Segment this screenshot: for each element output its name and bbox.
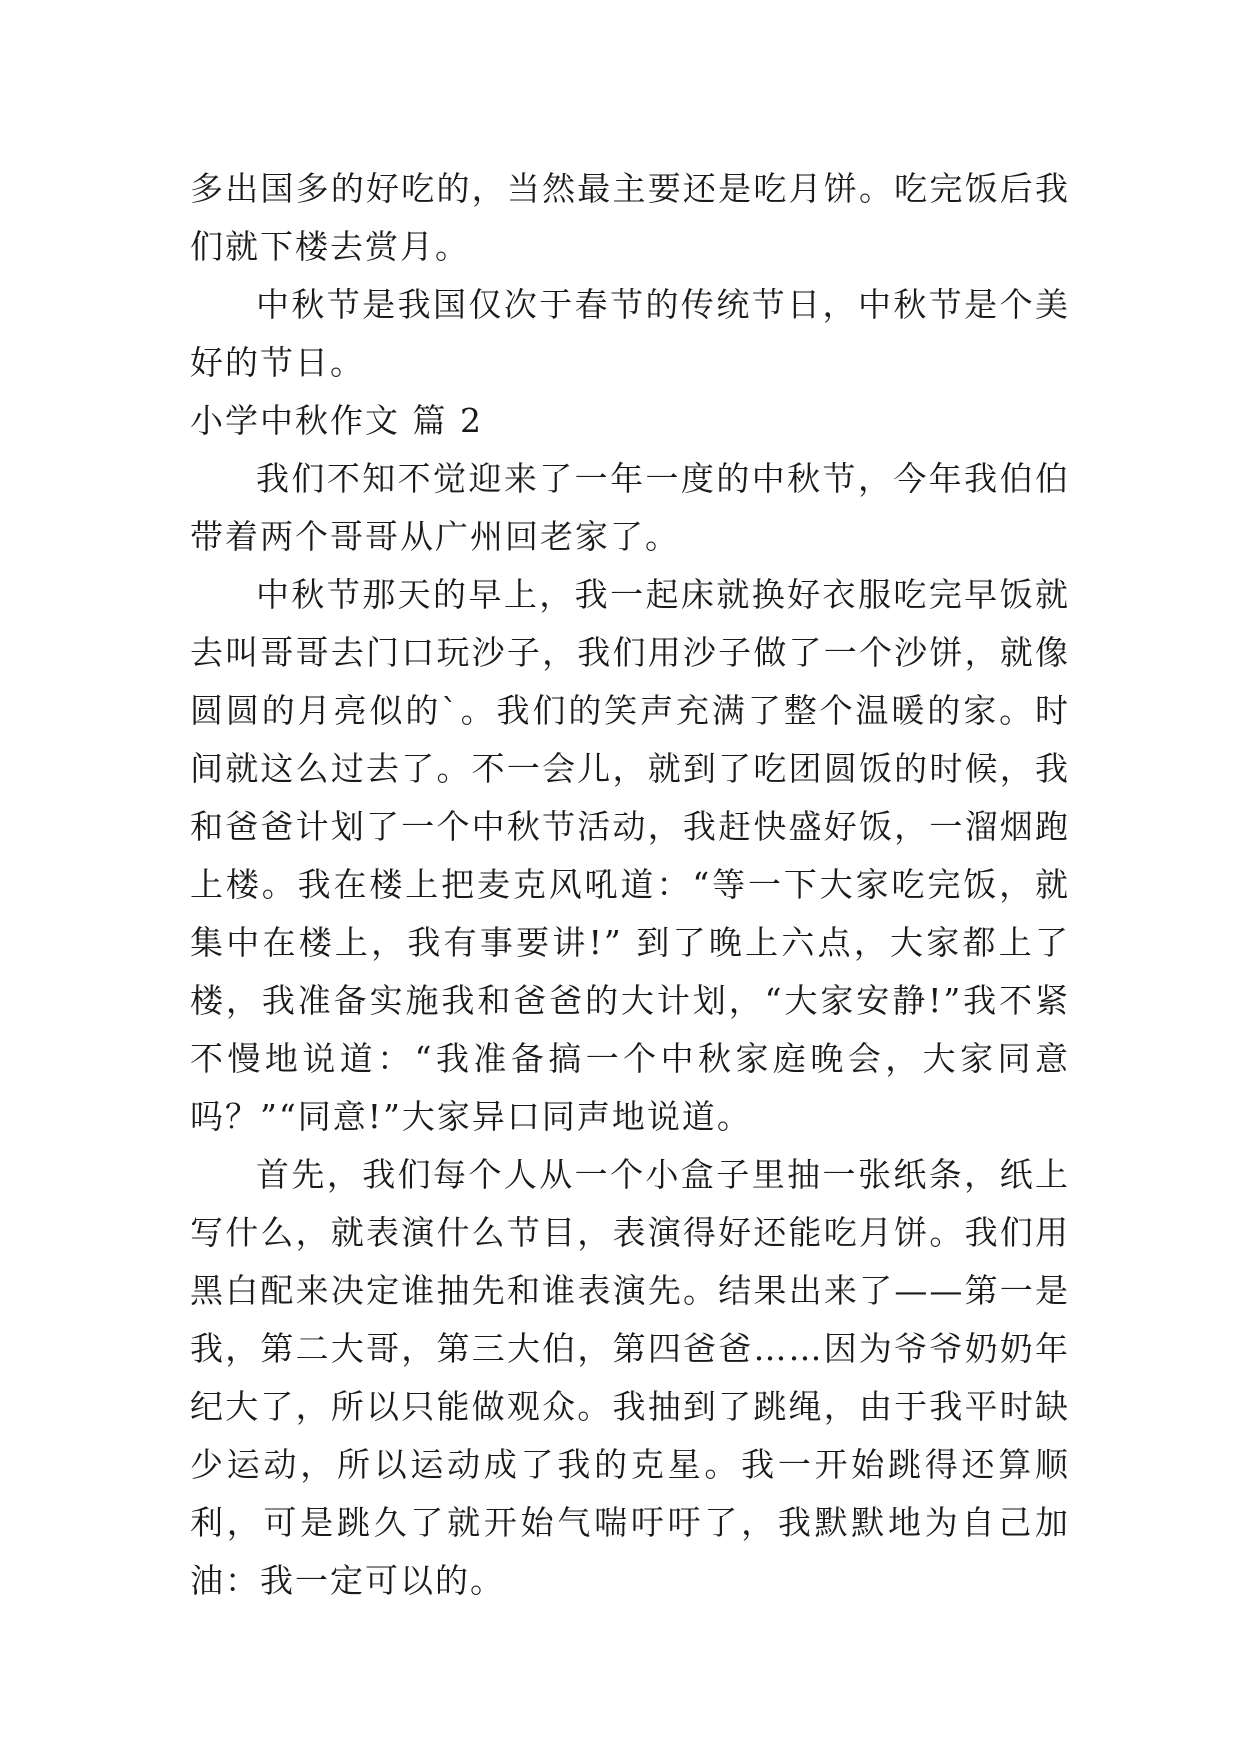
paragraph-mid-autumn-summary: 中秋节是我国仅次于春节的传统节日，中秋节是个美好的节日。 — [190, 285, 1070, 382]
paragraph-performance: 首先，我们每个人从一个小盒子里抽一张纸条，纸上写什么，就表演什么节目，表演得好还能吃月饼。我们用黑白配来决定谁抽先和谁表演先。结果出来了——第一是我，第二大哥，第三大伯，第四爸爸……因为爷爷奶奶年纪大了，所以只能做观众。我抽到了跳绳，由于我平时缺少运动，所以运动成了我的克星。我一开始跳得还算顺利，可是跳久了就开始气喘吁吁了，我默默地为自己加油：我一定可以的。 — [190, 1155, 1070, 1600]
document-body — [190, 160, 1070, 1610]
paragraph-morning: 中秋节那天的早上，我一起床就换好衣服吃完早饭就去叫哥哥去门口玩沙子，我们用沙子做了一个沙饼，就像圆圆的月亮似的`。我们的笑声充满了整个温暖的家。时间就这么过去了。不一会儿，就到了吃团圆饭的时候，我和爸爸计划了一个中秋节活动，我赶快盛好饭，一溜烟跑上楼。我在楼上把麦克风吼道：“等一下大家吃完饭，就集中在楼上，我有事要讲!” 到了晚上六点，大家都上了楼，我准备实施我和爸爸的大计划，“大家安静!”我不紧不慢地说道：“我准备搞一个中秋家庭晚会，大家同意吗？”“同意!”大家异口同声地说道。 — [190, 575, 1070, 1136]
paragraph-intro: 我们不知不觉迎来了一年一度的中秋节，今年我伯伯带着两个哥哥从广州回老家了。 — [190, 459, 1070, 556]
essay-heading: 小学中秋作文 篇 2 — [190, 401, 483, 440]
paragraph-continuation: 多出国多的好吃的，当然最主要还是吃月饼。吃完饭后我们就下楼去赏月。 — [190, 169, 1070, 266]
